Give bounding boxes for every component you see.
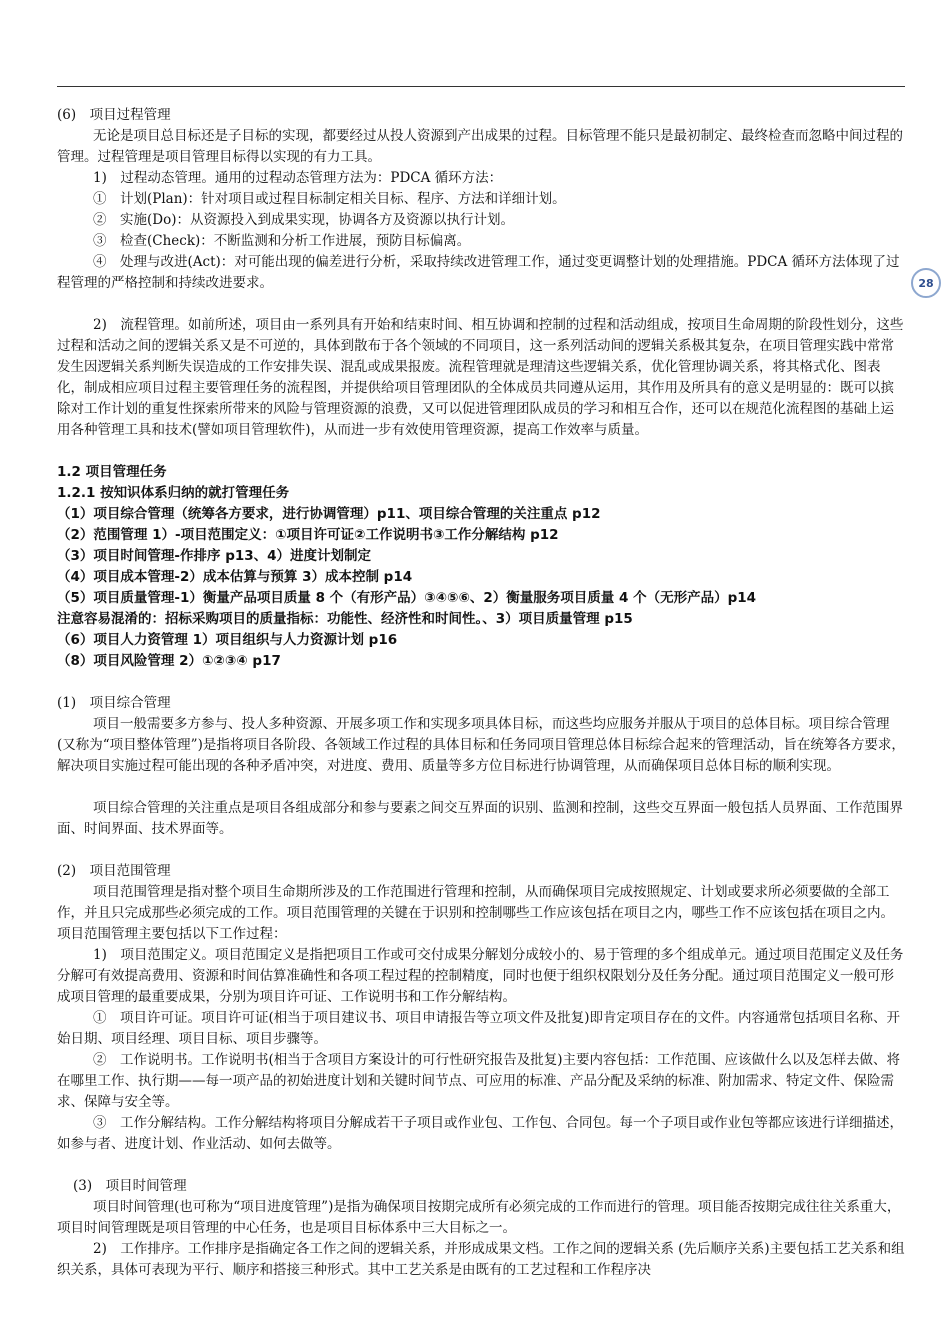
task-line: 注意容易混淆的：招标采购项目的质量指标：功能性、经济性和时间性。、3）项目质量管理 p15	[57, 611, 633, 627]
task-line: （8）项目风险管理 2）①②③④ p17	[57, 653, 281, 669]
page-number-badge: 28	[911, 268, 941, 298]
task-line: （2）范围管理 1）-项目范围定义：①项目许可证②工作说明书③工作分解结构 p12	[57, 527, 559, 543]
pdca-heading: 1) 过程动态管理。通用的过程动态管理方法为：PDCA 循环方法：	[93, 170, 503, 186]
section-2-paragraph: 项目范围管理是指对整个项目生命期所涉及的工作范围进行管理和控制，从而确保项目完成按照规定、计划或要求所必须要做的全部工作，并且只完成那些必须完成的工作。项目范围管理的关键在于识别和控制哪些工作应该包括在项目之内，哪些工作不应该包括在项目之内。项目范围管理主要包括以下工作过程：	[57, 884, 894, 942]
scope-definition-paragraph: 1) 项目范围定义。项目范围定义是指把项目工作或可交付成果分解划分成较小的、易于管理的多个组成单元。通过项目范围定义及任务分解可有效提高费用、资源和时间估算准确性和各项工程过程的控制精度，同时也便于组织权限划分及任务分配。通过项目范围定义一般可形成项目管理的最重要成果，分别为项目许可证、工作说明书和工作分解结构。	[57, 947, 904, 1005]
task-line: （6）项目人力资管理 1）项目组织与人力资源计划 p16	[57, 632, 398, 648]
pdca-do: ② 实施(Do)：从资源投入到成果实现，协调各方及资源以执行计划。	[93, 212, 514, 228]
pdca-check: ③ 检查(Check)：不断监测和分析工作进展，预防目标偏离。	[93, 233, 471, 249]
activity-sequencing-paragraph: 2) 工作排序。工作排序是指确定各工作之间的逻辑关系，并形成成果文档。工作之间的逻辑关系 (先后顺序关系)主要包括工艺关系和组织关系，具体可表现为平行、顺序和搭接三种形式。其中工艺关系是由既有的工艺过程和工作程序决	[57, 1241, 905, 1278]
header-rule	[57, 86, 905, 87]
heading-1-2-1: 1.2.1 按知识体系归纳的就打管理任务	[57, 485, 290, 501]
pdca-act: ④ 处理与改进(Act)：对可能出现的偏差进行分析，采取持续改进管理工作，通过变更调整计划的处理措施。PDCA 循环方法体现了过程管理的严格控制和持续改进要求。	[57, 254, 900, 291]
section-1-title: (1) 项目综合管理	[57, 695, 171, 711]
task-line: （5）项目质量管理-1）衡量产品项目质量 8 个（有形产品）③④⑤⑥、2）衡量服务项目质量 4 个（无形产品）p14	[57, 590, 757, 606]
section-1-paragraph: 项目一般需要多方参与、投人多种资源、开展多项工作和实现多项具体目标，而这些均应服务并服从于项目的总体目标。项目综合管理(又称为“项目整体管理”)是指将项目各阶段、各领域工作过程的具体目标和任务同项目管理总体目标综合起来的管理活动，旨在统筹各方要求，解决项目实施过程可能出现的各种矛盾冲突，对进度、费用、质量等多方位目标进行协调管理，从而确保项目总体目标的顺利实现。	[57, 716, 905, 774]
wbs-paragraph: ③ 工作分解结构。工作分解结构将项目分解成若干子项目或作业包、工作包、合同包。每一个子项目或作业包等都应该进行详细描述，如参与者、进度计划、作业活动、如何去做等。	[57, 1115, 903, 1152]
pdca-plan: ① 计划(Plan)：针对项目或过程目标制定相关目标、程序、方法和详细计划。	[93, 191, 566, 207]
heading-1-2: 1.2 项目管理任务	[57, 464, 167, 480]
section-3-title: (3) 项目时间管理	[73, 1178, 187, 1194]
task-line: （1）项目综合管理（统筹各方要求，进行协调管理）p11、项目综合管理的关注重点 p12	[57, 506, 601, 522]
section-6-title: (6) 项目过程管理	[57, 107, 171, 123]
section-6-intro: 无论是项目总目标还是子目标的实现，都要经过从投人资源到产出成果的过程。目标管理不能只是最初制定、最终检查而忽略中间过程的管理。过程管理是项目管理目标得以实现的有力工具。	[57, 128, 903, 165]
document-body	[57, 105, 905, 1281]
process-management-paragraph: 2) 流程管理。如前所述，项目由一系列具有开始和结束时间、相互协调和控制的过程和活动组成，按项目生命周期的阶段性划分，这些过程和活动之间的逻辑关系又是不可逆的，具体到散布于各个领域的不同项目，这一系列活动间的逻辑关系极其复杂，在项目管理实践中常常发生因逻辑关系判断失误造成的工作安排失误、混乱或成果报废。流程管理就是理清这些逻辑关系，优化管理协调关系，将其格式化、图表化，制成相应项目过程主要管理任务的流程图，并提供给项目管理团队的全体成员共同遵从运用，其作用及所具有的意义是明显的：既可以摈除对工作计划的重复性探索所带来的风险与管理资源的浪费，又可以促进管理团队成员的学习和相互合作，还可以在规范化流程图的基础上运用各种管理工具和技术(譬如项目管理软件)，从而进一步有效使用管理资源，提高工作效率与质量。	[57, 317, 904, 438]
project-license-paragraph: ① 项目许可证。项目许可证(相当于项目建议书、项目申请报告等立项文件及批复)即肯定项目存在的文件。内容通常包括项目名称、开始日期、项目经理、项目目标、项目步骤等。	[57, 1010, 901, 1047]
section-3-paragraph: 项目时间管理(也可称为“项目进度管理”)是指为确保项目按期完成所有必须完成的工作而进行的管理。项目能否按期完成往往关系重大，项目时间管理既是项目管理的中心任务，也是项目目标体系中三大目标之一。	[57, 1199, 901, 1236]
task-line: （4）项目成本管理-2）成本估算与预算 3）成本控制 p14	[57, 569, 413, 585]
statement-of-work-paragraph: ② 工作说明书。工作说明书(相当于含项目方案设计的可行性研究报告及批复)主要内容包括：工作范围、应该做什么以及怎样去做、将在哪里工作、执行期——每一项产品的初始进度计划和关键时间节点、可应用的标准、产品分配及采纳的标准、附加需求、特定文件、保险需求、保障与安全等。	[57, 1052, 901, 1110]
section-1-focus-paragraph: 项目综合管理的关注重点是项目各组成部分和参与要素之间交互界面的识别、监测和控制，这些交互界面一般包括人员界面、工作范围界面、时间界面、技术界面等。	[57, 800, 903, 837]
task-line: （3）项目时间管理-作排序 p13、4）进度计划制定	[57, 548, 372, 564]
section-2-title: (2) 项目范围管理	[57, 863, 171, 879]
